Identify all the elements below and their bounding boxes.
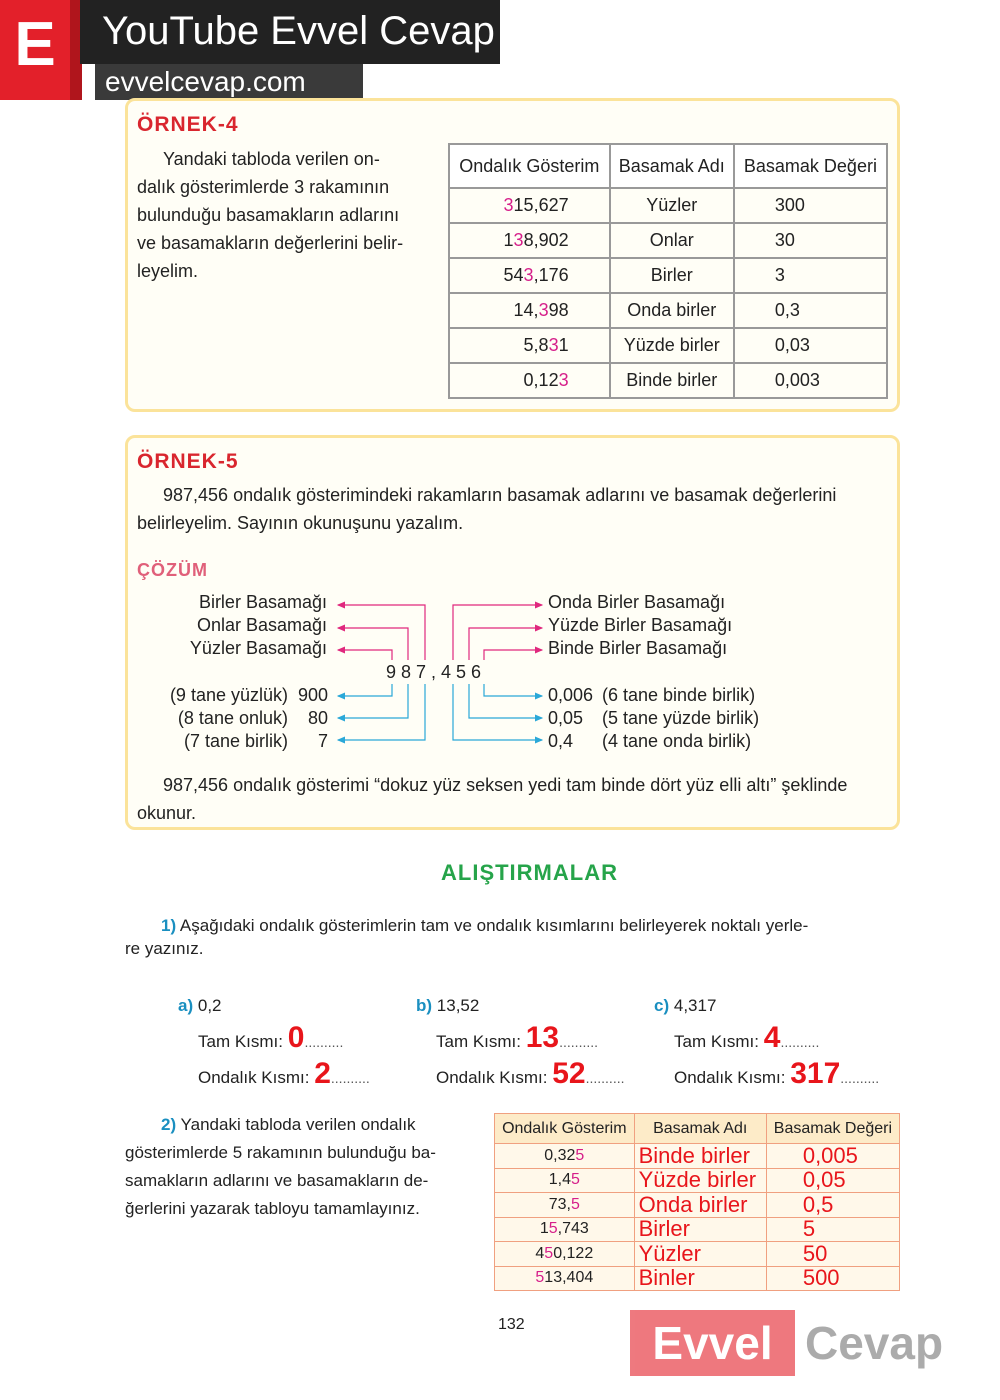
col-header: Basamak Değeri <box>734 144 887 188</box>
tam-answer-field[interactable] <box>525 1021 599 1054</box>
ondalik-label: Ondalık Kısmı: <box>674 1068 786 1087</box>
tam-answer: 0 <box>287 1021 305 1054</box>
digits: 98 <box>548 300 569 320</box>
left-values <box>170 684 328 753</box>
text-line: 987,456 ondalık gösterimindeki rakamların basamak adlarını ve basamak değerlerini <box>163 485 837 505</box>
place-value: 80 <box>307 708 328 728</box>
tam-label: Tam Kısmı: <box>436 1032 522 1051</box>
highlighted-digit: 5 <box>575 1146 585 1164</box>
text-line: ğerlerini yazarak tabloyu tamamlayınız. <box>125 1199 420 1218</box>
digits: 54 <box>503 265 524 285</box>
highlighted-digit: 3 <box>503 195 514 215</box>
digits: 0,122 <box>553 1244 594 1262</box>
place-name-cell: Onda birler <box>610 293 734 328</box>
text-line: belirleyelim. Sayının okunuşunu yazalım. <box>137 513 464 533</box>
col-header: Ondalık Gösterim <box>449 144 610 188</box>
highlighted-digit: 3 <box>548 335 559 355</box>
logo-e: E <box>0 0 70 100</box>
highlighted-digit: 3 <box>523 265 534 285</box>
dots: .......... <box>780 1034 820 1050</box>
value-desc: (4 tane onda birlik) <box>602 731 752 751</box>
place-value-cell: 30 <box>734 223 887 258</box>
digits: 0,12 <box>523 370 559 390</box>
text-line: re yazınız. <box>125 939 204 958</box>
exercises-title: ALIŞTIRMALAR <box>441 860 618 885</box>
dots: .......... <box>330 1070 370 1086</box>
ondalik-answer-field[interactable] <box>552 1057 625 1090</box>
ondalik-answer: 52 <box>552 1057 586 1090</box>
digits: 1 <box>558 335 569 355</box>
text-line: gösterimlerde 5 rakamının bulunduğu ba- <box>125 1143 436 1162</box>
decimal-cell <box>495 1193 635 1218</box>
col-header: Basamak Değeri <box>766 1114 899 1144</box>
ondalik-answer: 2 <box>314 1057 331 1090</box>
text-line: dalık gösterimlerde 3 rakamının <box>137 177 390 197</box>
text-line: Yandaki tabloda verilen ondalık <box>180 1115 416 1134</box>
footer-logo-evvel: Evvel <box>630 1310 795 1376</box>
digits: 4 <box>535 1244 545 1262</box>
col-header: Ondalık Gösterim <box>495 1114 635 1144</box>
name-lines <box>338 605 542 660</box>
ondalik-answer-field[interactable] <box>314 1057 370 1090</box>
text-line: 987,456 ondalık gösterimi “dokuz yüz seksen yedi tam binde dört yüz elli altı” şeklinde <box>163 775 848 795</box>
place-value-cell: 0,03 <box>734 328 887 363</box>
digits: 1 <box>539 1220 549 1238</box>
value-lines <box>338 684 542 740</box>
place-name: Birler Basamağı <box>198 592 327 612</box>
diagram-number: 9 8 7 , 4 5 6 <box>386 662 482 682</box>
ornek5-title: ÖRNEK-5 <box>137 450 239 473</box>
place-name: Yüzler Basamağı <box>189 638 327 658</box>
tam-answer: 4 <box>763 1021 781 1054</box>
item-value: 0,2 <box>197 996 222 1015</box>
place-name-cell: Yüzler <box>610 188 734 223</box>
place-name-cell: Birler <box>634 1217 766 1242</box>
place-value: 7 <box>317 731 328 751</box>
q1-item <box>178 990 370 1094</box>
table-row <box>495 1168 900 1193</box>
digits: 14, <box>513 300 539 320</box>
decimal-cell <box>495 1242 635 1267</box>
place-name-cell: Onda birler <box>634 1193 766 1218</box>
highlighted-digit: 3 <box>558 370 569 390</box>
item-letter: a) <box>178 996 194 1015</box>
digits: ,176 <box>533 265 569 285</box>
table-row <box>495 1144 900 1169</box>
tam-label: Tam Kısmı: <box>198 1032 284 1051</box>
highlighted-digit: 5 <box>548 1220 558 1238</box>
item-letter: c) <box>654 996 670 1015</box>
q1-item <box>654 990 879 1094</box>
value-desc: (8 tane onluk) <box>177 708 288 728</box>
item-letter: b) <box>416 996 433 1015</box>
dots: .......... <box>840 1070 880 1086</box>
highlighted-digit: 5 <box>570 1195 580 1213</box>
q2-text <box>125 1111 481 1223</box>
reading-text <box>137 771 897 827</box>
place-name-cell: Yüzde birler <box>610 328 734 363</box>
place-name-cell: Binde birler <box>610 363 734 398</box>
right-names <box>548 591 732 660</box>
place-value-cell: 0,005 <box>766 1144 899 1169</box>
left-names <box>190 591 327 660</box>
tam-answer-field[interactable] <box>763 1021 820 1054</box>
tam-label: Tam Kısmı: <box>674 1032 760 1051</box>
question-number: 2) <box>161 1115 177 1134</box>
channel-banner: YouTube Evvel Cevap <box>80 0 500 64</box>
text-line: leyelim. <box>137 261 199 281</box>
place-value-cell: 500 <box>766 1266 899 1291</box>
ornek4-title: ÖRNEK-4 <box>137 113 239 136</box>
value-desc: (5 tane yüzde birlik) <box>602 708 760 728</box>
ondalik-label: Ondalık Kısmı: <box>436 1068 548 1087</box>
highlighted-digit: 5 <box>544 1244 554 1262</box>
digits: 15,627 <box>513 195 569 215</box>
place-value: 0,05 <box>548 708 584 728</box>
q1-item <box>416 990 625 1094</box>
place-name-cell: Binler <box>634 1266 766 1291</box>
table-row <box>495 1217 900 1242</box>
place-value: 900 <box>297 685 328 705</box>
place-value-cell: 0,05 <box>766 1168 899 1193</box>
place-name: Yüzde Birler Basamağı <box>548 615 733 635</box>
highlighted-digit: 5 <box>570 1171 580 1189</box>
place-value: 0,006 <box>548 685 594 705</box>
dots: .......... <box>304 1034 344 1050</box>
place-name-cell: Onlar <box>610 223 734 258</box>
place-value-cell: 0,5 <box>766 1193 899 1218</box>
q2-table <box>494 1113 900 1291</box>
ondalik-answer: 317 <box>790 1057 841 1090</box>
digits: 8,902 <box>523 230 569 250</box>
q1-text <box>125 914 905 960</box>
table-row <box>495 1266 900 1291</box>
place-value-cell: 300 <box>734 188 887 223</box>
place-value-cell: 0,3 <box>734 293 887 328</box>
place-name: Binde Birler Basamağı <box>548 638 728 658</box>
place-value-cell: 0,003 <box>734 363 887 398</box>
place-name-cell: Birler <box>610 258 734 293</box>
place-name-cell: Binde birler <box>634 1144 766 1169</box>
col-header: Basamak Adı <box>634 1114 766 1144</box>
place-value-cell: 50 <box>766 1242 899 1267</box>
decimal-cell <box>495 1144 635 1169</box>
highlighted-digit: 5 <box>535 1269 545 1287</box>
item-value: 4,317 <box>673 996 717 1015</box>
digits: 73, <box>548 1195 571 1213</box>
item-value: 13,52 <box>436 996 480 1015</box>
digits: ,743 <box>557 1220 589 1238</box>
place-name-cell: Yüzler <box>634 1242 766 1267</box>
question-number: 1) <box>161 916 177 935</box>
decimal-cell <box>495 1217 635 1242</box>
digits: 5,8 <box>523 335 549 355</box>
text-line: samakların adlarını ve basamakların de- <box>125 1171 429 1190</box>
digits: 0,32 <box>544 1146 576 1164</box>
footer-logo-cevap: Cevap <box>805 1317 944 1369</box>
col-header: Basamak Adı <box>610 144 734 188</box>
value-desc: (9 tane yüzlük) <box>169 685 288 705</box>
place-value-cell: 5 <box>766 1217 899 1242</box>
place-name: Onda Birler Basamağı <box>548 592 726 612</box>
tam-answer-field[interactable] <box>287 1021 344 1054</box>
digits: 1,4 <box>548 1171 571 1189</box>
dots: .......... <box>585 1070 625 1086</box>
cozum-label: ÇÖZÜM <box>137 560 208 580</box>
digits: 1 <box>503 230 514 250</box>
decimal-cell <box>495 1266 635 1291</box>
table-row <box>495 1193 900 1218</box>
table-row <box>495 1242 900 1267</box>
site-banner: evvelcevap.com <box>95 64 363 100</box>
text-line: Aşağıdaki ondalık gösterimlerin tam ve ondalık kısımlarını belirleyerek noktalı yerle- <box>179 916 809 935</box>
text-line: Yandaki tabloda verilen on- <box>163 149 380 169</box>
highlighted-digit: 3 <box>513 230 524 250</box>
place-value-cell: 3 <box>734 258 887 293</box>
highlighted-digit: 3 <box>538 300 549 320</box>
place-name-cell: Yüzde birler <box>634 1168 766 1193</box>
right-values <box>548 684 759 753</box>
text-line: bulunduğu basamakların adlarını <box>137 205 400 225</box>
place-value: 0,4 <box>548 731 574 751</box>
page-number: 132 <box>498 1316 525 1333</box>
text-line: okunur. <box>137 803 197 823</box>
place-name: Onlar Basamağı <box>196 615 327 635</box>
text-line: ve basamakların değerlerini belir- <box>137 233 404 253</box>
ondalik-label: Ondalık Kısmı: <box>198 1068 310 1087</box>
digits: 13,404 <box>544 1269 594 1287</box>
ondalik-answer-field[interactable] <box>790 1057 880 1090</box>
value-desc: (6 tane binde birlik) <box>602 685 756 705</box>
tam-answer: 13 <box>525 1021 560 1054</box>
decimal-cell <box>495 1168 635 1193</box>
dots: .......... <box>559 1034 599 1050</box>
value-desc: (7 tane birlik) <box>183 731 288 751</box>
